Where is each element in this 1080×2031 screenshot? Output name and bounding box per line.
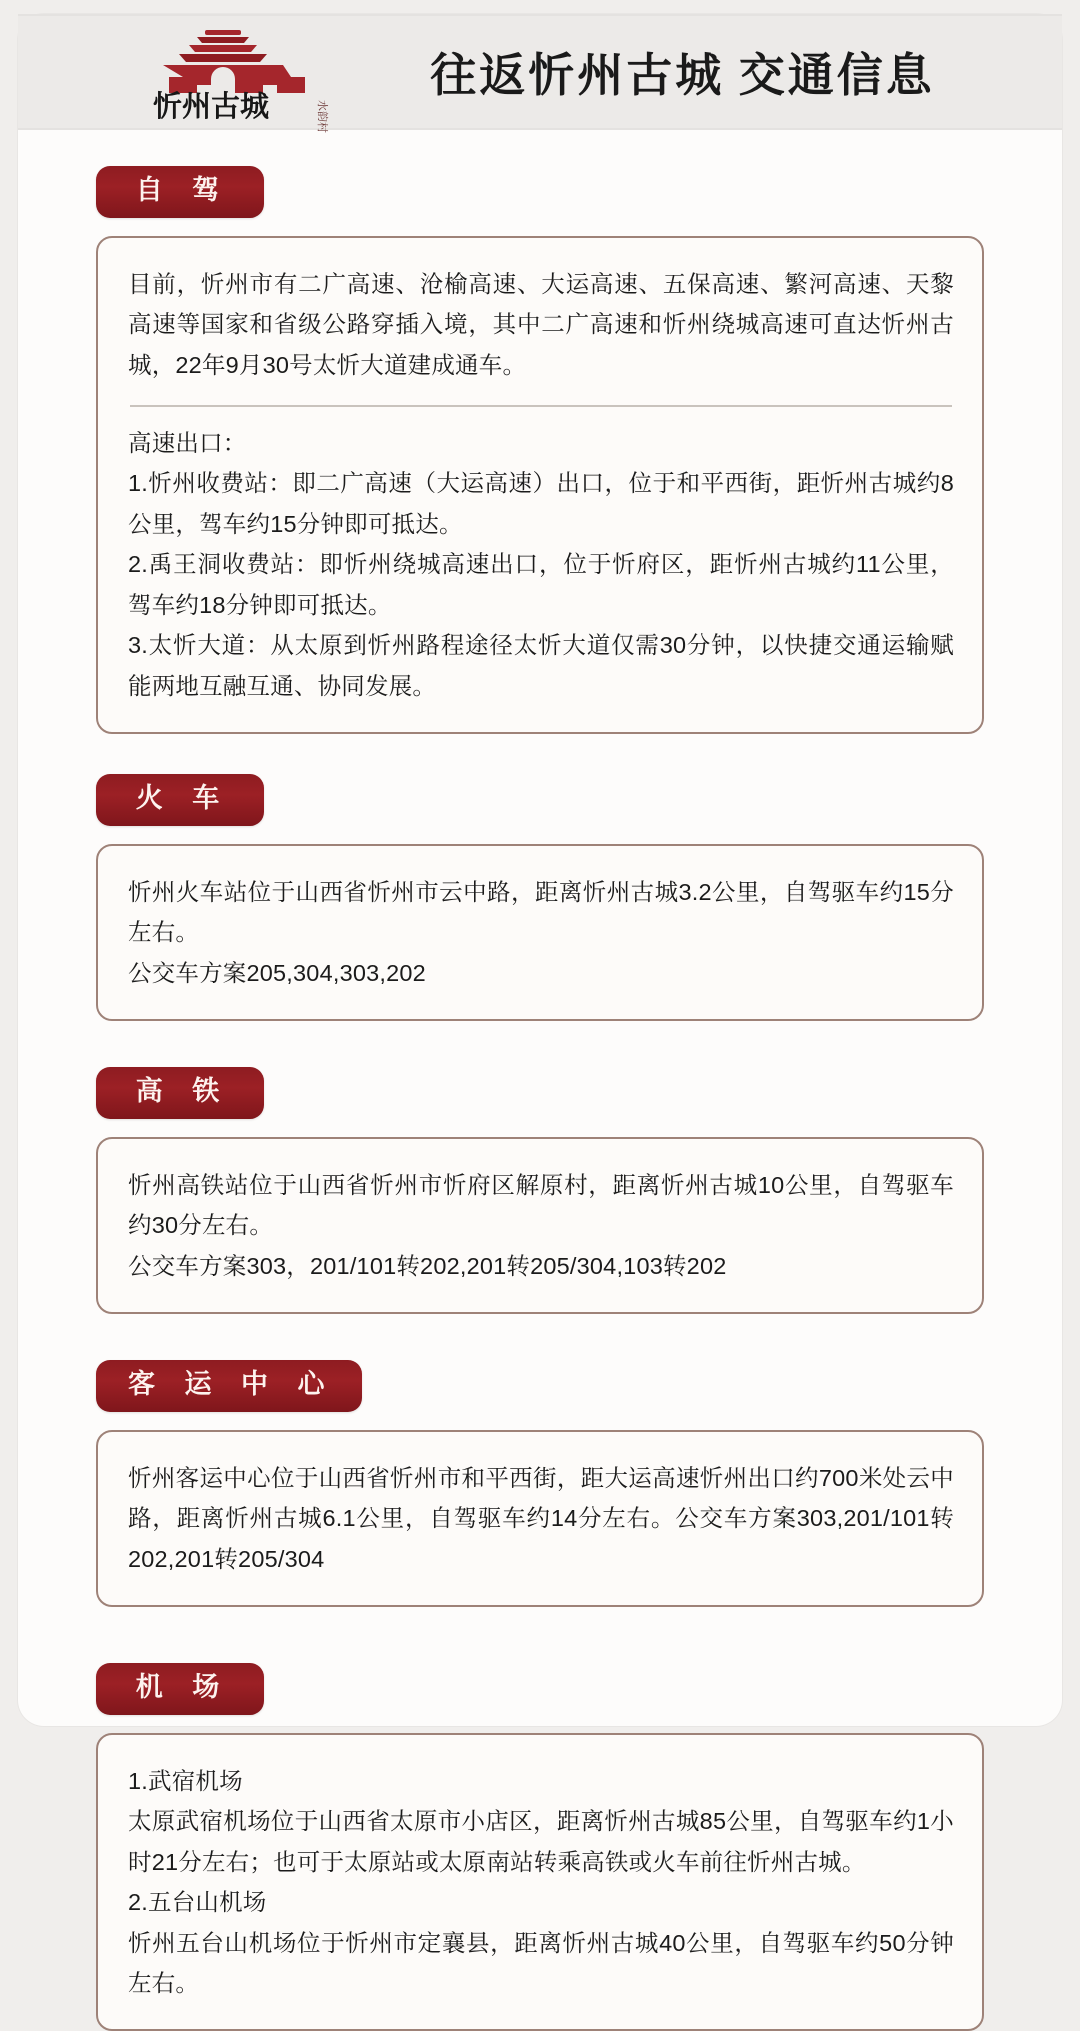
logo-text: 忻州古城 xyxy=(153,91,270,123)
section-card-train xyxy=(96,844,984,1021)
section-tag-train: 火 车 xyxy=(96,774,264,826)
page-header xyxy=(18,14,1062,133)
section-high-speed-rail xyxy=(96,1067,984,1314)
section-card-self-driving xyxy=(96,236,984,734)
highway-exit-subtitle: 高速出口： xyxy=(128,430,247,457)
hsr-line-1: 忻州高铁站位于山西省忻州市忻府区解原村，距离忻州古城10公里，自驾驱车约30分左右。 xyxy=(128,1171,954,1239)
content-area xyxy=(18,130,1062,2031)
airport-item-2-title: 2.五台山机场 xyxy=(128,1889,267,1916)
section-tag-airport: 机 场 xyxy=(96,1663,264,1715)
spacer xyxy=(96,1607,984,1663)
logo-side-text: 水韵村 xyxy=(316,100,328,133)
page-title: 往返忻州古城 交通信息 xyxy=(430,50,935,101)
airport-item-1-body: 太原武宿机场位于山西省太原市小店区，距离忻州古城85公里，自驾驱车约1小时21分左右；也可于太原站或太原南站转乘高铁或火车前往忻州古城。 xyxy=(128,1808,954,1875)
section-airport xyxy=(96,1663,984,2031)
poster-page xyxy=(18,14,1062,1997)
section-tag-high-speed-rail: 高 铁 xyxy=(96,1067,264,1119)
train-line-1: 忻州火车站位于山西省忻州市云中路，距离忻州古城3.2公里，自驾驱车约15分左右。 xyxy=(128,878,954,946)
highway-exit-item-2: 2.禹王洞收费站：即忻州绕城高速出口，位于忻府区，距忻州古城约11公里，驾车约18分钟即可抵达。 xyxy=(128,551,954,618)
bus-terminal-line-1: 忻州客运中心位于山西省忻州市和平西街，距大运高速忻州出口约700米处云中路，距离忻州古城6.1公里，自驾驱车约14分左右。公交车方案303,201/101转202,201转205/304 xyxy=(128,1464,954,1572)
card-divider xyxy=(130,405,952,407)
section-bus-terminal xyxy=(96,1360,984,1607)
train-line-2: 公交车方案205,304,303,202 xyxy=(128,959,426,986)
section-card-bus-terminal xyxy=(96,1430,984,1607)
airport-item-2-body: 忻州五台山机场位于忻州市定襄县，距离忻州古城40公里，自驾驱车约50分钟左右。 xyxy=(128,1929,954,1997)
airport-item-1-title: 1.武宿机场 xyxy=(128,1768,243,1795)
section-train xyxy=(96,774,984,1021)
hsr-line-2: 公交车方案303，201/101转202,201转205/304,103转202 xyxy=(128,1252,727,1279)
xinzhou-ancient-city-logo-icon xyxy=(123,24,373,133)
spacer xyxy=(96,1314,984,1360)
section-tag-self-driving: 自 驾 xyxy=(96,166,264,218)
spacer xyxy=(96,1021,984,1067)
section-card-high-speed-rail xyxy=(96,1137,984,1314)
spacer xyxy=(96,734,984,774)
self-driving-intro: 目前，忻州市有二广高速、沧榆高速、大运高速、五保高速、繁河高速、天黎高速等国家和省级公路穿插入境，其中二广高速和忻州绕城高速可直达忻州古城，22年9月30号太忻大道建成通车。 xyxy=(128,270,954,378)
section-card-airport xyxy=(96,1733,984,2031)
highway-exit-item-3: 3.太忻大道：从太原到忻州路程途径太忻大道仅需30分钟，以快捷交通运输赋能两地互融互通、协同发展。 xyxy=(128,632,954,699)
section-tag-bus-terminal: 客 运 中 心 xyxy=(96,1360,362,1412)
logo xyxy=(123,22,373,133)
highway-exit-item-1: 1.忻州收费站：即二广高速（大运高速）出口，位于和平西街，距忻州古城约8公里，驾车约15分钟即可抵达。 xyxy=(128,470,954,537)
section-self-driving xyxy=(96,130,984,734)
